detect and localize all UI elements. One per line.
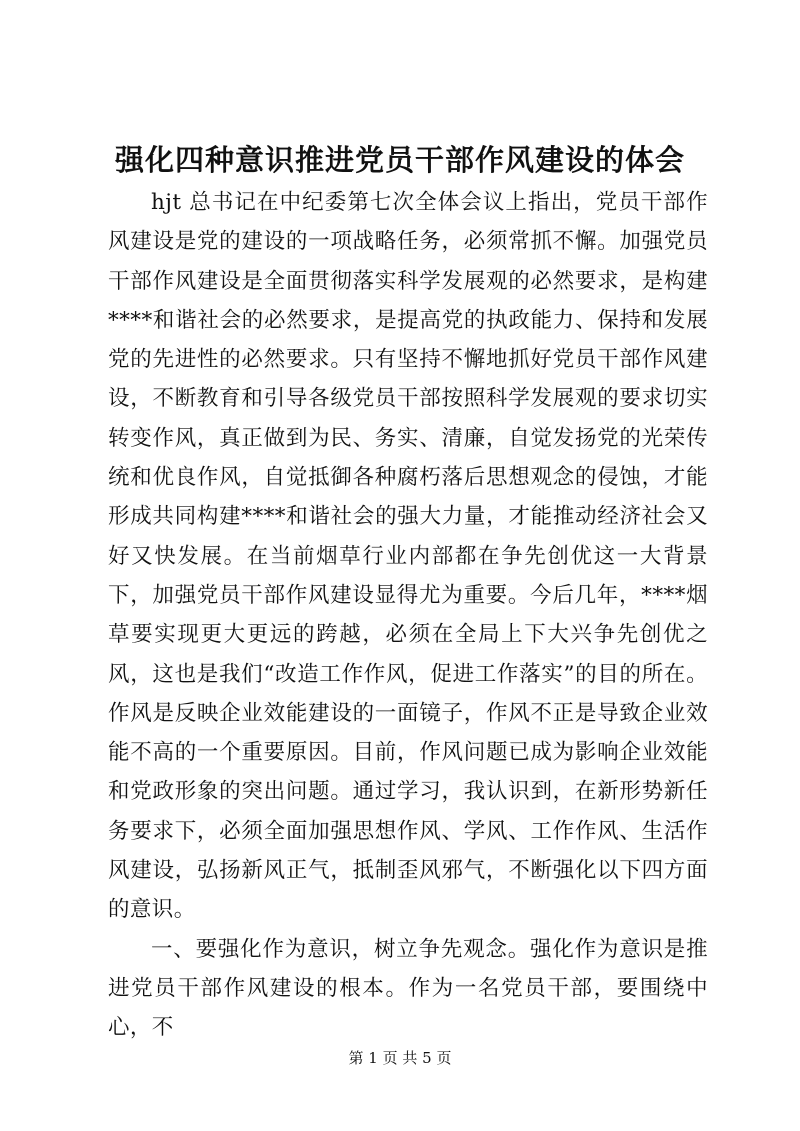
page-footer: 第 1 页 共 5 页 <box>348 1049 452 1067</box>
document-title: 强化四种意识推进党员干部作风建设的体会 <box>114 143 685 177</box>
document-body <box>108 183 708 1048</box>
paragraph-section-one: 一、要强化作为意识，树立争先观念。强化作为意识是推进党员干部作风建设的根本。作为一名党员干部，要围绕中心，不 <box>108 936 708 1041</box>
paragraph-intro: hjt 总书记在中纪委第七次全体会议上指出，党员干部作风建设是党的建设的一项战略任务，必须常抓不懈。加强党员干部作风建设是全面贯彻落实科学发展观的必然要求，是构建****和谐社会的必然要求，是提高党的执政能力、保持和发展党的先进性的必然要求。只有坚持不懈地抓好党员干部作风建设，不断教育和引导各级党员干部按照科学发展观的要求切实转变作风，真正做到为民、务实、清廉，自觉发扬党的光荣传统和优良作风，自觉抵御各种腐朽落后思想观念的侵蚀，才能形成共同构建****和谐社会的强大力量，才能推动经济社会又好又快发展。在当前烟草行业内部都在争先创优这一大背景下，加强党员干部作风建设显得尤为重要。今后几年，****烟草要实现更大更远的跨越，必须在全局上下大兴争先创优之风，这也是我们“改造工作作风，促进工作落实”的目的所在。作风是反映企业效能建设的一面镜子，作风不正是导致企业效能不高的一个重要原因。目前，作风问题已成为影响企业效能和党政形象的突出问题。通过学习，我认识到，在新形势新任务要求下，必须全面加强思想作风、学风、工作作风、生活作风建设，弘扬新风正气，抵制歪风邪气，不断强化以下四方面的意识。 <box>108 190 708 923</box>
